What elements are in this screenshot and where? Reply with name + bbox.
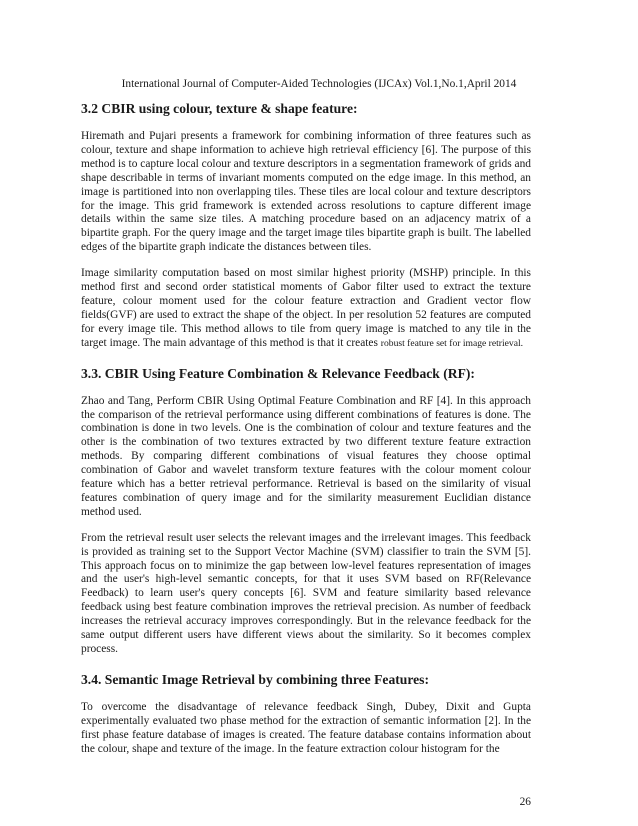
page-body bbox=[81, 100, 531, 757]
paragraph-image-similarity bbox=[81, 267, 531, 350]
page-number: 26 bbox=[519, 796, 531, 808]
paragraph-framework: Hiremath and Pujari presents a framework for combining information of three features such as colour, texture and shape information to achieve high retrieval efficiency [6]. The purpose of this method is to capture local colour and texture descriptors in a segmentation framework of grids and shape describable in terms of invariant moments computed on the edge image. In this method, an image is partitioned into non overlapping tiles. These tiles are local colour and texture descriptors for the image. This grid framework is extended across resolutions to capture different image details within the same size tiles. A matching procedure based on an adjacency matrix of a bipartite graph. For the query image and the target image tiles bipartite graph is built. The labelled edges of the bipartite graph indicate the distances between tiles. bbox=[81, 130, 531, 254]
paragraph-retrieval-feedback: From the retrieval result user selects the relevant images and the irrelevant images. This feedback is provided as training set to the Support Vector Machine (SVM) classifier to train the SVM [5]. This approach focus on to minimize the gap between low-level features representation of images and the user's high-level semantic concepts, for that it uses SVM based on RF(Relevance Feedback) to learn user's query concepts [6]. SVM and feature similarity based relevance feedback using best feature combination improves the retrieval precision. As number of feedback increases the retrieval accuracy improves correspondingly. But in the relevance feedback for the same output different users have different views about the similarity. So it becomes complex process. bbox=[81, 531, 531, 655]
paragraph-image-similarity-end: robust feature set for image retrieval. bbox=[380, 337, 524, 349]
section-heading-3-2: 3.2 CBIR using colour, texture & shape feature: bbox=[81, 101, 358, 116]
paragraph-semantic-retrieval: To overcome the disadvantage of relevance feedback Singh, Dubey, Dixit and Gupta experimentally evaluated two phase method for the extraction of semantic information [2]. In the first phase feature database of images is created. The feature database contains information about the colour, shape and texture of the image. In the feature extraction colour histogram for the bbox=[81, 700, 531, 755]
section-heading-3-4: 3.4. Semantic Image Retrieval by combining three Features: bbox=[81, 671, 429, 687]
paragraph-zhao-tang: Zhao and Tang, Perform CBIR Using Optimal Feature Combination and RF [4]. In this approach the comparison of the retrieval performance using different combinations of features is done. The combination is done in two levels. One is the combination of colour and texture features and the other is the combination of two textures extracted by two different texture feature extraction methods. By comparing different combinations of visual features they choose optimal combination of Gabor and wavelet transform texture features with the colour moment colour feature which has a better retrieval performance. Retrieval is based on the similarity of visual features combination of query image and for the similarity measurement Euclidian distance method used. bbox=[81, 394, 531, 518]
section-heading-3-3: 3.3. CBIR Using Feature Combination & Relevance Feedback (RF): bbox=[81, 365, 475, 381]
paragraph-image-similarity-main: Image similarity computation based on most similar highest priority (MSHP) principle. In this method first and second order statistical moments of Gabor filter used to extract the texture feature, colour moment used for the colour feature extraction and Gradient vector flow fields(GVF) are used to extract the shape of the object. In per resolution 52 features are computed for every image tile. This method allows to tile from query image is matched to any tile in the target image. The main advantage of this method is that it creates bbox=[81, 267, 531, 349]
journal-header: International Journal of Computer-Aided Technologies (IJCAx) Vol.1,No.1,April 2014 bbox=[121, 78, 517, 90]
